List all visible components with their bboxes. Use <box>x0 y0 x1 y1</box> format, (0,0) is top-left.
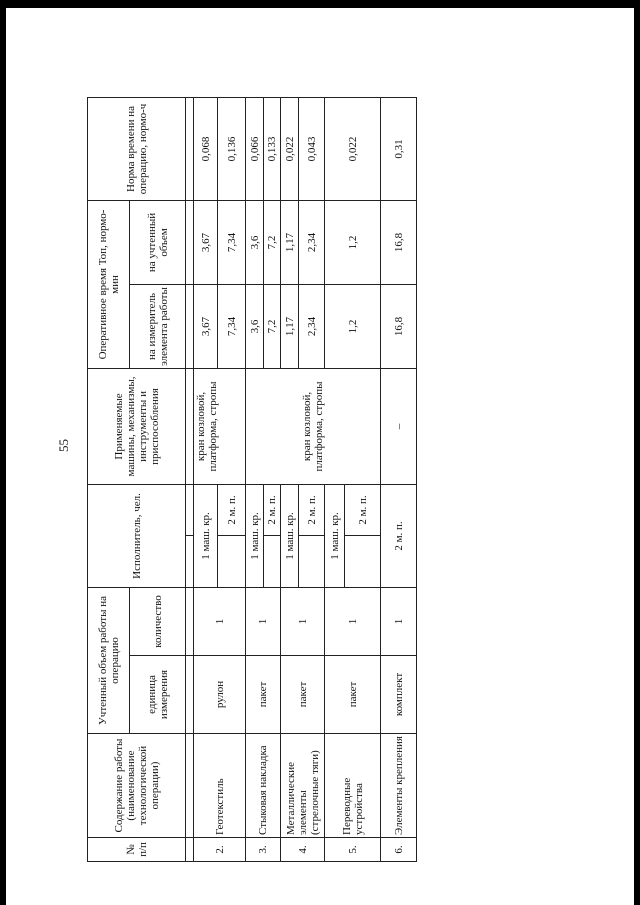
scan-frame-right <box>634 0 640 905</box>
row-per-volume: 7,34 <box>218 200 246 284</box>
row-quantity: 1 <box>325 587 381 655</box>
header-quantity: количество <box>130 587 186 655</box>
row-per-meter: 7,2 <box>264 284 281 368</box>
header-volume-group: Учтенный объем работы на операцию <box>88 587 130 733</box>
row-num: 6. <box>381 838 417 862</box>
row-work: Стыковая накладка <box>246 734 281 838</box>
row-executor: 2 м. п. <box>264 484 281 535</box>
row-executor: 2 м. п. <box>299 484 325 535</box>
table-row <box>246 97 264 861</box>
header-executor: Исполнитель, чел. <box>88 484 186 587</box>
row-per-volume: 16,8 <box>381 200 417 284</box>
scan-frame-left <box>0 0 6 905</box>
row-machines: кран козловой, платформа, стропы <box>246 368 381 484</box>
row-per-meter: 3,67 <box>194 284 218 368</box>
row-norm: 0,068 <box>194 97 218 200</box>
row-per-meter: 2,34 <box>299 284 325 368</box>
row-work: Переводные устройства <box>325 734 381 838</box>
row-quantity: 1 <box>281 587 325 655</box>
row-per-volume: 1,17 <box>281 200 299 284</box>
header-per-meter: на измеритель элемента работы <box>130 284 186 368</box>
row-per-volume: 2,34 <box>299 200 325 284</box>
header-optime-group: Оперативное время Топ, нормо-мин <box>88 200 130 368</box>
scan-frame-top <box>0 0 640 8</box>
header-unit: единица измерения <box>130 656 186 734</box>
row-work: Элементы крепления <box>381 734 417 838</box>
row-per-meter: 7,34 <box>218 284 246 368</box>
row-executor: 1 маш. кр. <box>194 484 218 587</box>
row-unit: комплект <box>381 656 417 734</box>
row-executor: 1 маш. кр. <box>325 484 345 587</box>
row-per-volume: 3,67 <box>194 200 218 284</box>
row-num: 3. <box>246 838 281 862</box>
rotated-table-wrapper <box>87 98 405 862</box>
row-machines: – <box>381 368 417 484</box>
table-row <box>194 97 218 861</box>
row-work: Геотекстиль <box>194 734 246 838</box>
header-machines: Применяемые машины, механизмы, инструменты и приспособления <box>88 368 186 484</box>
header-work: Содержание работы (наименование технологической операции) <box>88 734 186 838</box>
row-per-meter: 1,17 <box>281 284 299 368</box>
row-per-meter: 3,6 <box>246 284 264 368</box>
header-norm: Норма времени на операцию, нормо-ч <box>88 97 186 200</box>
header-per-volume: на учтенный объем <box>130 200 186 284</box>
row-machines: кран козловой, платформа, стропы <box>194 368 246 484</box>
header-row-1 <box>88 97 130 861</box>
header-row-3 <box>186 97 194 861</box>
row-num: 5. <box>325 838 381 862</box>
norm-table <box>87 97 417 862</box>
row-executor: 2 м. п. <box>345 484 381 535</box>
row-num: 4. <box>281 838 325 862</box>
row-norm: 0,133 <box>264 97 281 200</box>
row-per-volume: 1,2 <box>325 200 381 284</box>
row-executor: 2 м. п. <box>218 484 246 535</box>
row-work: Металлические элементы (стрелочные тяги) <box>281 734 325 838</box>
row-per-meter: 1,2 <box>325 284 381 368</box>
row-norm: 0,31 <box>381 97 417 200</box>
row-quantity: 1 <box>194 587 246 655</box>
row-per-volume: 7,2 <box>264 200 281 284</box>
row-executor: 1 маш. кр. <box>281 484 299 587</box>
row-unit: пакет <box>325 656 381 734</box>
header-num: № п/п <box>88 838 186 862</box>
row-executor: 2 м. п. <box>381 484 417 587</box>
row-per-volume: 3,6 <box>246 200 264 284</box>
row-executor: 1 маш. кр. <box>246 484 264 587</box>
page-number: 55 <box>56 439 71 452</box>
row-per-meter: 16,8 <box>381 284 417 368</box>
row-norm: 0,022 <box>281 97 299 200</box>
row-norm: 0,136 <box>218 97 246 200</box>
row-quantity: 1 <box>246 587 281 655</box>
row-unit: пакет <box>246 656 281 734</box>
row-norm: 0,043 <box>299 97 325 200</box>
row-unit: пакет <box>281 656 325 734</box>
row-norm: 0,022 <box>325 97 381 200</box>
table-row <box>381 97 417 861</box>
row-unit: рулон <box>194 656 246 734</box>
row-num: 2. <box>194 838 246 862</box>
row-norm: 0,066 <box>246 97 264 200</box>
row-quantity: 1 <box>381 587 417 655</box>
